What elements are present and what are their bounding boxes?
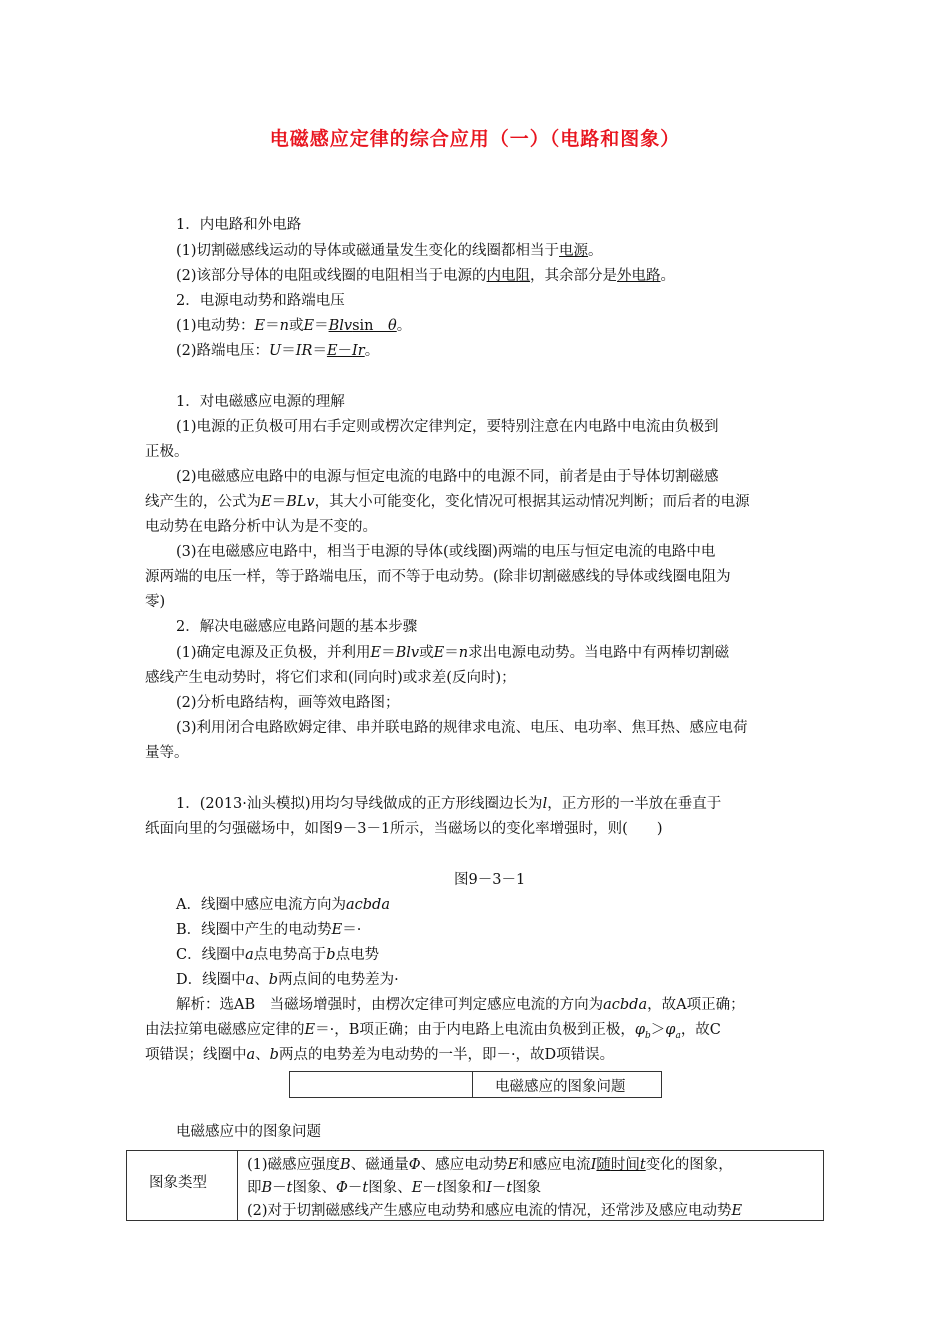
- option-c: C．线圈中a点电势高于b点电势: [176, 947, 380, 963]
- section-title: 电磁感应的图象问题: [495, 1079, 626, 1095]
- text-line: 零): [145, 594, 166, 610]
- text-line: 源两端的电压一样，等于路端电压，而不等于电动势。(除非切割磁感线的导体或线圈电阻为: [145, 569, 731, 585]
- section-heading: 电磁感应中的图象问题: [176, 1124, 321, 1140]
- option-a: A．线圈中感应电流方向为acbda: [176, 897, 390, 913]
- text-line: 正极。: [145, 444, 189, 460]
- text-line: (1)确定电源及正负极，并利用E＝Blv或E＝n求出电源电动势。当电路中有两棒切割磁: [176, 645, 730, 661]
- text-line: (2)分析电路结构，画等效电路图；: [176, 695, 400, 711]
- option-b: B．线圈中产生的电动势E＝·: [176, 922, 362, 938]
- text-line: (2)电磁感应电路中的电源与恒定电流的电路中的电源不同，前者是由于导体切割磁感: [176, 469, 719, 485]
- text-line: (3)在电磁感应电路中，相当于电源的导体(或线圈)两端的电压与恒定电流的电路中电: [176, 544, 716, 560]
- figure-caption: 图9－3－1: [454, 872, 526, 888]
- heading-inner-outer-circuit: 1．内电路和外电路: [176, 217, 302, 233]
- heading-source-understanding: 1．对电磁感应电源的理解: [176, 394, 345, 410]
- text-line: 线产生的，公式为E＝BLv，其大小可能变化，变化情况可根据其运动情况判断；而后者的电源: [145, 494, 750, 510]
- solution-text: 解析：选AB 当磁场增强时，由楞次定律可判定感应电流的方向为acbda，故A项正确；: [176, 997, 745, 1013]
- divider: [472, 1072, 473, 1097]
- text-line: 感线产生电动势时，将它们求和(同向时)或求差(反向时)；: [145, 670, 516, 686]
- heading-emf-voltage: 2．电源电动势和路端电压: [176, 293, 345, 309]
- section-title-box: [289, 1071, 662, 1098]
- question-text: 纸面向里的匀强磁场中，如图9－3－1所示，当磁场以的变化率增强时，则( ): [145, 821, 663, 837]
- table-cell-line: (2)对于切割磁感线产生感应电动势和感应电流的情况，还常涉及感应电动势E: [247, 1203, 743, 1219]
- paragraph-1: (1)切割磁感线运动的导体或磁通量发生变化的线圈都相当于电源。: [176, 243, 603, 259]
- text-line: (1)电源的正负极可用右手定则或楞次定律判定，要特别注意在内电路中电流由负极到: [176, 419, 719, 435]
- text-line: 量等。: [145, 745, 189, 761]
- table-divider: [237, 1151, 238, 1220]
- text-line: (3)利用闭合电路欧姆定律、串并联电路的规律求电流、电压、电功率、焦耳热、感应电荷: [176, 720, 748, 736]
- paragraph-terminal-voltage: (2)路端电压：U＝IR＝E－Ir。: [176, 343, 380, 359]
- question-text: 1．(2013·汕头模拟)用均匀导线做成的正方形线圈边长为l，正方形的一半放在垂直于: [176, 796, 722, 812]
- paragraph-emf: (1)电动势：E＝n或E＝Blvsin θ。: [176, 318, 412, 334]
- heading-solution-steps: 2．解决电磁感应电路问题的基本步骤: [176, 619, 418, 635]
- solution-text: 由法拉第电磁感应定律的E＝·，B项正确；由于内电路上电流由负极到正极，$\varphi_b>\varphi_a$，故C: [145, 1022, 721, 1041]
- table-header-cell: 图象类型: [149, 1175, 207, 1191]
- option-d: D．线圈中a、b两点间的电势差为·: [176, 972, 399, 988]
- table-cell-line: 即B－t图象、Φ－t图象、E－t图象和I－t图象: [247, 1180, 542, 1196]
- image-type-table: [126, 1150, 824, 1221]
- page-title: 电磁感应定律的综合应用（一）（电路和图象）: [269, 128, 681, 150]
- paragraph-2: (2)该部分导体的电阻或线圈的电阻相当于电源的内电阻，其余部分是外电路。: [176, 268, 676, 284]
- solution-text: 项错误；线圈中a、b两点的电势差为电动势的一半，即－·，故D项错误。: [145, 1047, 615, 1063]
- table-cell-line: (1)磁感应强度B、磁通量Φ、感应电动势E和感应电流I随时间t变化的图象，: [247, 1157, 733, 1173]
- text-line: 电动势在电路分析中认为是不变的。: [145, 519, 377, 535]
